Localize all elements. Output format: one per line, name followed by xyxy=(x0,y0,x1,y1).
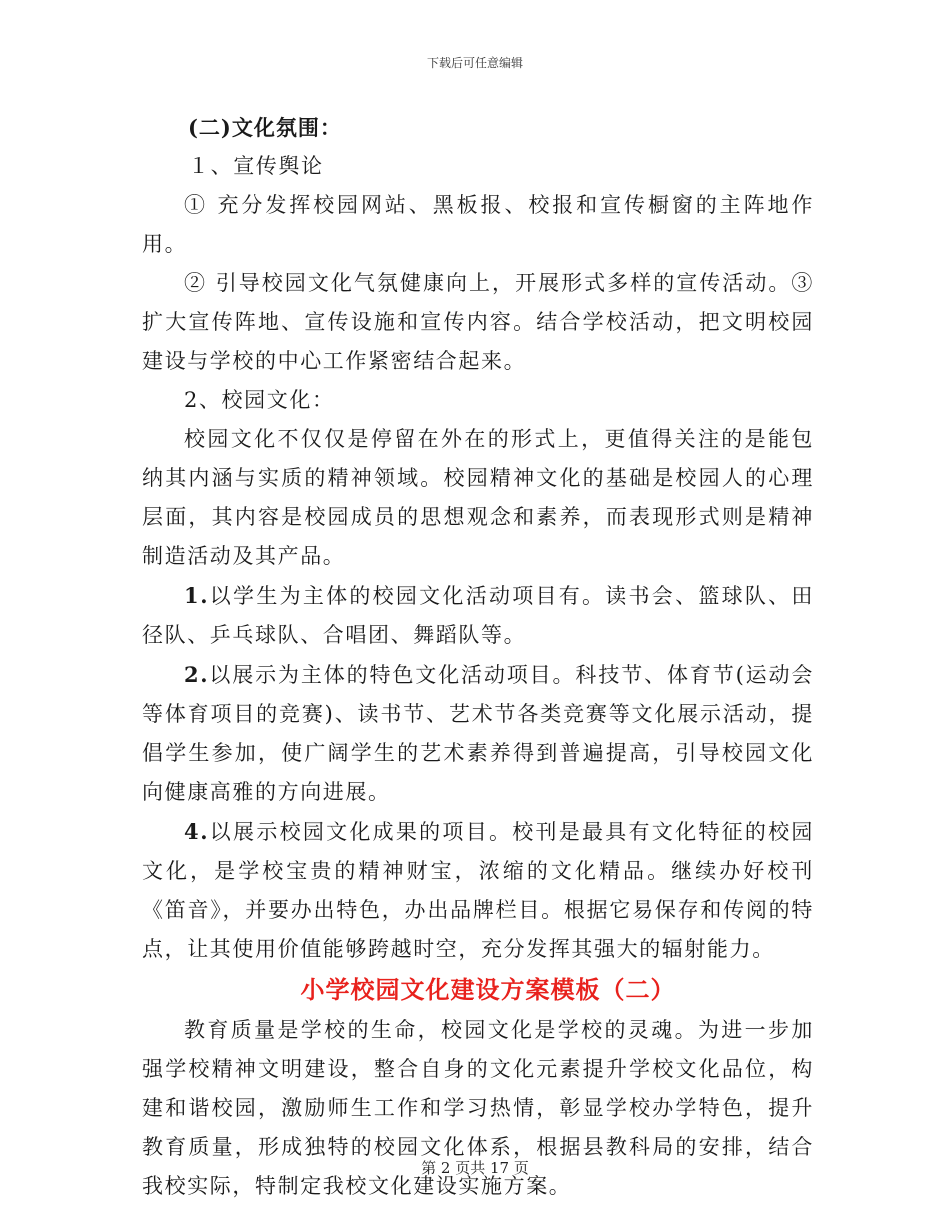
subsection-title-campus-culture: 2、校园文化： xyxy=(184,388,335,412)
list-item xyxy=(142,576,814,655)
list-item-number: 1. xyxy=(184,583,210,608)
paragraph-publicity-1: ① 充分发挥校园网站、黑板报、校报和宣传橱窗的主阵地作用。 xyxy=(142,193,814,256)
list-item-text: 以展示校园文化成果的项目。校刊是最具有文化特征的校园文化，是学校宝贵的精神财宝，浓缩的文化精品。继续办好校刊《笛音》，并要办出特色，办出品牌栏目。根据它易保存和传阅的特点，让其使用价值能够跨越时空，充分发挥其强大的辐射能力。 xyxy=(142,820,814,961)
paragraph-publicity-2: ② 引导校园文化气氛健康向上，开展形式多样的宣传活动。③扩大宣传阵地、宣传设施和宣传内容。结合学校活动，把文明校园建设与学校的中心工作紧密结合起来。 xyxy=(142,271,814,373)
document-title: 小学校园文化建设方案模板（二） xyxy=(300,975,676,1004)
list-item-text: 以学生为主体的校园文化活动项目有。读书会、篮球队、田径队、乒乓球队、合唱团、舞蹈队等。 xyxy=(142,584,814,647)
list-item-number: 4. xyxy=(184,819,210,844)
page-header: 下载后可任意编辑 xyxy=(426,56,523,70)
subsection-title-publicity: １、宣传舆论 xyxy=(188,154,324,178)
paragraph-campus-culture-intro: 校园文化不仅仅是停留在外在的形式上，更值得关注的是能包纳其内涵与实质的精神领域。校园精神文化的基础是校园人的心理层面，其内容是校园成员的思想观念和素养，而表现形式则是精神制造活动及其产品。 xyxy=(142,427,814,568)
list-item-number: 2. xyxy=(184,662,210,687)
list-item-text: 以展示为主体的特色文化活动项目。科技节、体育节(运动会等体育项目的竞赛)、读书节、艺术节各类竞赛等文化展示活动，提倡学生参加，使广阔学生的艺术素养得到普遍提高，引导校园文化向健康高雅的方向进展。 xyxy=(142,663,814,804)
list-item xyxy=(142,655,814,812)
document-body xyxy=(142,108,814,1206)
list-item xyxy=(142,812,814,969)
page-footer: 第 2 页共 17 页 xyxy=(421,1159,529,1177)
section-heading: (二)文化氛围： xyxy=(188,115,342,140)
paragraph-intro: 教育质量是学校的生命，校园文化是学校的灵魂。为进一步加强学校精神文明建设，整合自身的文化元素提升学校文化品位，构建和谐校园，激励师生工作和学习热情，彰显学校办学特色，提升教育质量，形成独特的校园文化体系，根据县教科局的安排，结合我校实际，特制定我校文化建设实施方案。 xyxy=(142,1018,814,1198)
